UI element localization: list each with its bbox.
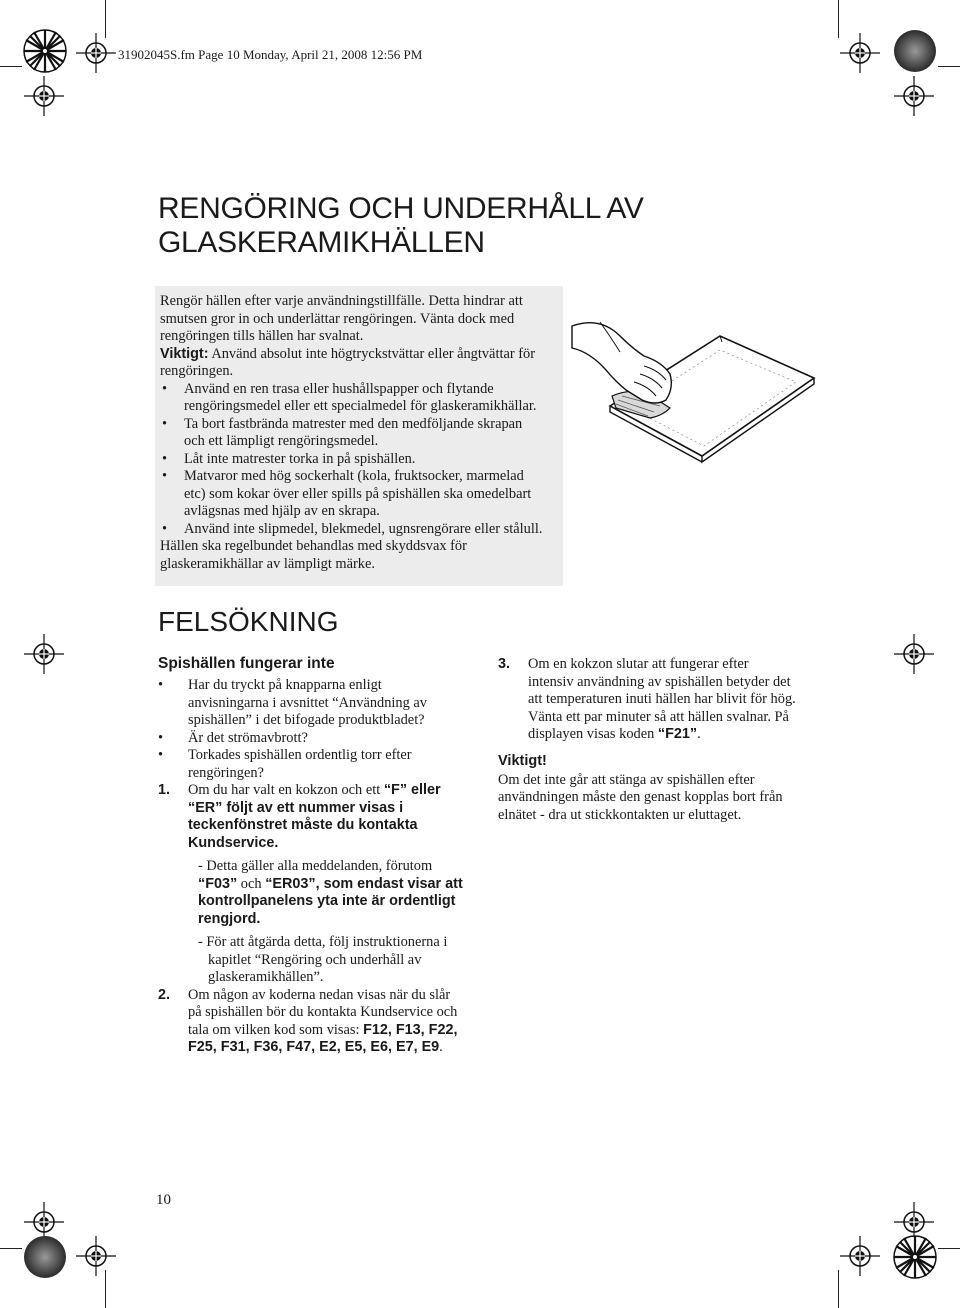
hand-wiping-hob-illustration: [570, 296, 818, 464]
page-title: [158, 192, 644, 260]
title-line: GLASKERAMIKHÄLLEN: [158, 226, 485, 259]
error-code: “F03”: [198, 875, 238, 892]
page-number: 10: [156, 1192, 171, 1208]
error-codes: F25, F31, F36, F47, E2, E5, E6, E7, E9: [188, 1039, 440, 1055]
troubleshooting-column-right: [498, 656, 818, 824]
list-item: [160, 451, 560, 469]
list-item: [158, 677, 480, 730]
list-item-line: Använd inte slipmedel, blekmedel, ugnsrengörare eller stålull.: [184, 520, 543, 537]
trim-line: [0, 1248, 22, 1249]
section-title: FELSÖKNING: [158, 606, 339, 637]
list-item-line: Matvaror med hög sockerhalt (kola, fruktsocker, marmelad: [184, 468, 524, 484]
trim-line: [0, 66, 22, 67]
color-star-icon: [892, 1234, 938, 1280]
error-code: “F21”: [657, 726, 698, 742]
sub-note-line: glaskeramikhällen”.: [208, 969, 324, 985]
item-line-bold: teckenfönstret måste du kontakta: [188, 817, 418, 833]
list-item-line: avlägsnas med hjälp av en skrapa.: [184, 503, 380, 519]
list-item-line: Är det strömavbrott?: [188, 729, 308, 746]
bullet-icon: •: [158, 729, 164, 746]
numbered-item: [158, 987, 480, 1057]
item-text-bold: “F” eller: [383, 782, 441, 798]
troubleshooting-column-left: [158, 654, 480, 1057]
sub-note-line: kapitlet “Rengöring och underhåll av: [208, 951, 422, 968]
error-codes: F12, F13, F22,: [363, 1021, 458, 1038]
trim-line: [838, 0, 839, 38]
sub-note-line: [198, 876, 480, 894]
sub-note-line-bold: rengjord.: [198, 910, 261, 927]
bullet-icon: •: [162, 468, 168, 484]
list-item-line: anvisningarna i avsnittet “Användning av: [188, 694, 427, 711]
registration-mark-icon: [24, 634, 64, 674]
error-code: “ER03”, som endast visar att: [265, 875, 463, 892]
list-item: [158, 747, 480, 782]
item-line: [528, 726, 818, 744]
important-label: Viktigt:: [160, 345, 209, 362]
item-text: tala om vilken kod som visas:: [188, 1021, 364, 1038]
list-item-line: Använd en ren trasa eller hushållspapper och flytande: [184, 380, 494, 397]
list-item-line: rengöringen?: [188, 764, 264, 781]
bullet-icon: •: [162, 380, 168, 397]
registration-mark-icon: [894, 76, 934, 116]
sub-note-text: och: [237, 875, 266, 892]
trim-line: [938, 66, 960, 67]
item-line: att temperaturen inuti hällen har blivit för hög.: [528, 691, 796, 707]
list-item-line: spishällen” i det bifogade produktbladet?: [188, 712, 425, 728]
color-star-icon: [22, 28, 68, 74]
subheading: Spishällen fungerar inte: [158, 655, 335, 672]
color-star-icon: [22, 1234, 68, 1280]
bullet-icon: •: [162, 415, 168, 432]
trim-line: [838, 1270, 839, 1308]
list-item-line: och ett lämpligt rengöringsmedel.: [184, 433, 379, 449]
sub-note: [188, 858, 480, 928]
important-note: [160, 346, 560, 364]
bullet-icon: •: [158, 747, 164, 763]
closing-line: glaskeramikhällar av lämpligt märke.: [160, 555, 375, 572]
registration-mark-icon: [76, 1236, 116, 1276]
item-number: 3.: [498, 656, 511, 672]
closing-line: Hällen ska regelbundet behandlas med skyddsvax för: [160, 538, 467, 554]
list-item: [160, 381, 560, 416]
item-text: displayen visas koden: [528, 726, 658, 742]
numbered-item: [158, 782, 480, 852]
registration-mark-icon: [894, 634, 934, 674]
item-line-bold: “ER” följt av ett nummer visas i: [188, 799, 404, 816]
registration-mark-icon: [840, 1236, 880, 1276]
important-line: Om det inte går att stänga av spishällen efter: [498, 771, 755, 788]
item-text: Om du har valt en kokzon och ett: [188, 782, 384, 798]
important-line: användningen måste den genast kopplas bort från: [498, 789, 783, 805]
item-line: [188, 1039, 480, 1057]
bullet-icon: •: [162, 450, 168, 467]
bullet-icon: •: [158, 677, 164, 693]
title-line: RENGÖRING OCH UNDERHÅLL AV: [158, 192, 644, 225]
item-line: Vänta ett par minuter så att hällen svalnar. På: [528, 708, 789, 725]
item-text: .: [439, 1039, 443, 1055]
list-item-line: Ta bort fastbrända matrester med den medföljande skrapan: [184, 415, 523, 432]
registration-mark-icon: [840, 33, 880, 73]
cleaning-instructions: [160, 293, 560, 573]
intro-line: smutsen gror in och underlättar rengöringen. Vänta dock med: [160, 310, 515, 327]
bullet-icon: •: [162, 520, 168, 537]
intro-line: Rengör hällen efter varje användningstillfälle. Detta hindrar att: [160, 293, 523, 309]
item-line: Om någon av koderna nedan visas när du slår: [188, 986, 451, 1003]
item-line: Om en kokzon slutar att fungerar efter: [528, 656, 749, 672]
list-item-line: etc) som kokar över eller spills på spishällen ska omedelbart: [184, 485, 532, 502]
list-item: [160, 521, 560, 539]
list-item-line: Har du tryckt på knapparna enligt: [188, 677, 382, 693]
item-line: intensiv användning av spishällen betyder det: [528, 673, 791, 690]
list-item-line: Låt inte matrester torka in på spishällen.: [184, 450, 416, 467]
sub-note: [188, 934, 480, 987]
important-note-cont: rengöringen.: [160, 363, 234, 379]
list-item: [158, 730, 480, 748]
important-heading: Viktigt!: [498, 752, 547, 769]
item-line: på spishällen bör du kontakta Kundservice och: [188, 1004, 458, 1020]
trim-line: [938, 1248, 960, 1249]
item-line: [188, 1022, 480, 1040]
list-item: [160, 468, 560, 521]
item-text: .: [697, 726, 701, 742]
intro-line: rengöringen tills hällen har svalnat.: [160, 328, 364, 344]
registration-mark-icon: [76, 33, 116, 73]
color-star-icon: [892, 28, 938, 74]
item-number: 2.: [158, 986, 171, 1003]
important-text: Använd absolut inte högtryckstvättar eller ångtvättar för: [208, 345, 536, 362]
item-line-bold: Kundservice.: [188, 834, 279, 851]
important-line: elnätet - dra ut stickkontakten ur eluttaget.: [498, 806, 742, 823]
list-item: [160, 416, 560, 451]
list-item-line: rengöringsmedel eller ett specialmedel för glaskeramikhällar.: [184, 398, 537, 414]
numbered-item: [498, 656, 818, 744]
sub-note-line: - Detta gäller alla meddelanden, förutom: [198, 858, 433, 874]
registration-mark-icon: [24, 76, 64, 116]
list-item-line: Torkades spishällen ordentlig torr efter: [188, 747, 412, 763]
sub-note-line-bold: kontrollpanelens yta inte är ordentligt: [198, 893, 456, 909]
file-slug: 31902045S.fm Page 10 Monday, April 21, 2008 12:56 PM: [118, 47, 423, 62]
item-line: [188, 782, 480, 800]
item-number: 1.: [158, 782, 171, 798]
sub-note-line: - För att åtgärda detta, följ instruktionerna i: [198, 934, 448, 950]
